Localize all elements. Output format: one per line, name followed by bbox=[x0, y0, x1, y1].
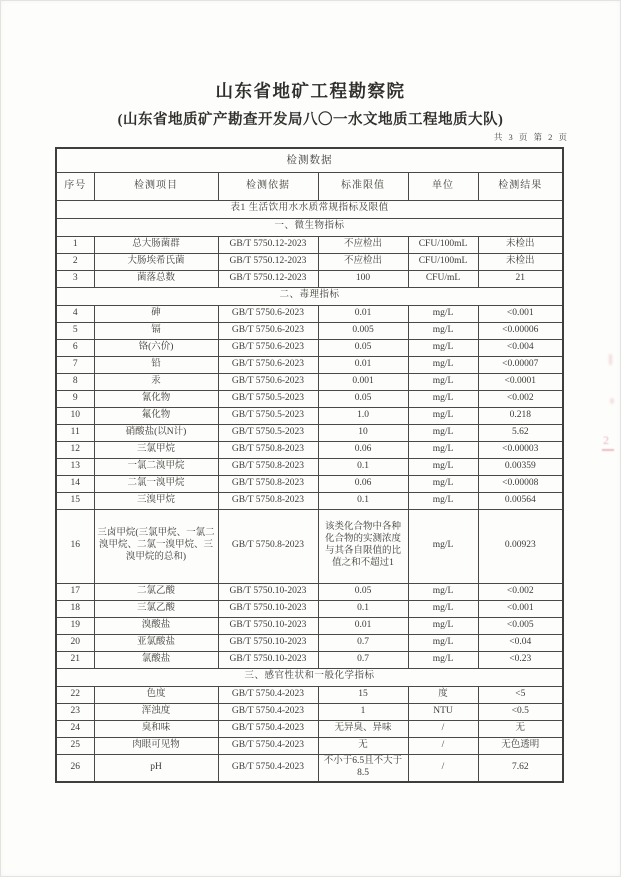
table-cell: mg/L bbox=[408, 651, 478, 668]
table-cell: 标准限值 bbox=[318, 172, 408, 200]
table-cell: mg/L bbox=[408, 617, 478, 634]
table-cell: 铬(六价) bbox=[94, 339, 218, 356]
table-cell: 26 bbox=[56, 754, 94, 782]
table-cell: 三溴甲烷 bbox=[94, 492, 218, 509]
table-cell: 10 bbox=[56, 407, 94, 424]
table-cell: 一氯二溴甲烷 bbox=[94, 458, 218, 475]
table-cell: <0.00003 bbox=[478, 441, 563, 458]
table-cell: 单位 bbox=[408, 172, 478, 200]
table-cell: 表1 生活饮用水水质常规指标及限值 bbox=[56, 200, 563, 218]
table-cell: 汞 bbox=[94, 373, 218, 390]
table-cell: / bbox=[408, 720, 478, 737]
table-cell: 3 bbox=[56, 270, 94, 287]
table-cell: GB/T 5750.10-2023 bbox=[218, 583, 318, 600]
table-cell: 0.05 bbox=[318, 339, 408, 356]
table-cell: <0.002 bbox=[478, 390, 563, 407]
table-cell: GB/T 5750.6-2023 bbox=[218, 356, 318, 373]
table-cell: mg/L bbox=[408, 322, 478, 339]
table-cell: 0.005 bbox=[318, 322, 408, 339]
table-cell: 浑浊度 bbox=[94, 703, 218, 720]
table-row bbox=[56, 373, 563, 390]
org-subtitle: (山东省地质矿产勘查开发局八〇一水文地质工程地质大队) bbox=[117, 112, 504, 128]
table-cell: 臭和味 bbox=[94, 720, 218, 737]
table-cell: 0.218 bbox=[478, 407, 563, 424]
table-cell: 0.7 bbox=[318, 651, 408, 668]
table-cell: 0.05 bbox=[318, 583, 408, 600]
pink-mark-dot bbox=[610, 398, 614, 404]
table-row bbox=[56, 253, 563, 270]
table-cell: 18 bbox=[56, 600, 94, 617]
table-cell: 二氯乙酸 bbox=[94, 583, 218, 600]
table-cell: 不小于6.5且不大于8.5 bbox=[318, 754, 408, 782]
table-cell: <0.00007 bbox=[478, 356, 563, 373]
table-cell: 一、微生物指标 bbox=[56, 218, 563, 236]
table-cell: 0.01 bbox=[318, 617, 408, 634]
table-cell: GB/T 5750.6-2023 bbox=[218, 305, 318, 322]
table-cell: 未检出 bbox=[478, 236, 563, 253]
table-cell: 二、毒理指标 bbox=[56, 287, 563, 305]
table-cell: 未检出 bbox=[478, 253, 563, 270]
table-cell: GB/T 5750.12-2023 bbox=[218, 253, 318, 270]
table-cell: / bbox=[408, 737, 478, 754]
table-cell: GB/T 5750.8-2023 bbox=[218, 509, 318, 583]
table-cell: GB/T 5750.4-2023 bbox=[218, 703, 318, 720]
table-row bbox=[56, 617, 563, 634]
table-cell: 不应检出 bbox=[318, 253, 408, 270]
table-cell: 8 bbox=[56, 373, 94, 390]
table-row bbox=[56, 686, 563, 703]
table-cell: 二氯一溴甲烷 bbox=[94, 475, 218, 492]
table-cell: GB/T 5750.6-2023 bbox=[218, 339, 318, 356]
table-cell: 1.0 bbox=[318, 407, 408, 424]
table-cell: 24 bbox=[56, 720, 94, 737]
table-cell: 0.001 bbox=[318, 373, 408, 390]
table-cell: mg/L bbox=[408, 492, 478, 509]
table-cell: mg/L bbox=[408, 441, 478, 458]
table-cell: 0.00923 bbox=[478, 509, 563, 583]
table-cell: 100 bbox=[318, 270, 408, 287]
table-row bbox=[56, 651, 563, 668]
table-cell: 10 bbox=[318, 424, 408, 441]
table-cell: 5.62 bbox=[478, 424, 563, 441]
table-row bbox=[56, 509, 563, 583]
table-cell: 氟化物 bbox=[94, 407, 218, 424]
table-cell: GB/T 5750.10-2023 bbox=[218, 634, 318, 651]
table-cell: 2 bbox=[56, 253, 94, 270]
table-cell: mg/L bbox=[408, 373, 478, 390]
table-cell: 无异臭、异味 bbox=[318, 720, 408, 737]
table-cell: GB/T 5750.4-2023 bbox=[218, 720, 318, 737]
table-row bbox=[56, 441, 563, 458]
table-cell: 7 bbox=[56, 356, 94, 373]
table-cell: 硝酸盐(以N计) bbox=[94, 424, 218, 441]
table-cell: 大肠埃希氏菌 bbox=[94, 253, 218, 270]
table-row bbox=[56, 356, 563, 373]
table-cell: GB/T 5750.10-2023 bbox=[218, 617, 318, 634]
table-row bbox=[56, 407, 563, 424]
table-cell: <0.001 bbox=[478, 305, 563, 322]
table-row bbox=[56, 475, 563, 492]
table-cell: pH bbox=[94, 754, 218, 782]
table-cell: 氰化物 bbox=[94, 390, 218, 407]
table-cell: 0.01 bbox=[318, 356, 408, 373]
table-cell: 13 bbox=[56, 458, 94, 475]
table-cell: 无色透明 bbox=[478, 737, 563, 754]
table-cell: 0.1 bbox=[318, 600, 408, 617]
table-cell: GB/T 5750.12-2023 bbox=[218, 236, 318, 253]
table-cell: GB/T 5750.6-2023 bbox=[218, 322, 318, 339]
table-cell: CFU/100mL bbox=[408, 253, 478, 270]
table-cell: 无 bbox=[318, 737, 408, 754]
table-cell: mg/L bbox=[408, 634, 478, 651]
table-cell: 15 bbox=[56, 492, 94, 509]
table-cell: 17 bbox=[56, 583, 94, 600]
table-cell: 20 bbox=[56, 634, 94, 651]
table-row bbox=[56, 600, 563, 617]
table-cell: 16 bbox=[56, 509, 94, 583]
table-cell: 不应检出 bbox=[318, 236, 408, 253]
table-cell: mg/L bbox=[408, 356, 478, 373]
table-row bbox=[56, 634, 563, 651]
table-cell: mg/L bbox=[408, 458, 478, 475]
table-cell: GB/T 5750.10-2023 bbox=[218, 600, 318, 617]
table-row bbox=[56, 236, 563, 253]
table-cell: <0.004 bbox=[478, 339, 563, 356]
table-cell: GB/T 5750.10-2023 bbox=[218, 651, 318, 668]
table-cell: <5 bbox=[478, 686, 563, 703]
table-cell: 19 bbox=[56, 617, 94, 634]
table-cell: 15 bbox=[318, 686, 408, 703]
table-subcaption-row bbox=[56, 200, 563, 218]
table-cell: mg/L bbox=[408, 600, 478, 617]
table-cell: 23 bbox=[56, 703, 94, 720]
table-row bbox=[56, 305, 563, 322]
table-cell: 12 bbox=[56, 441, 94, 458]
table-cell: 菌落总数 bbox=[94, 270, 218, 287]
table-cell: 0.00564 bbox=[478, 492, 563, 509]
table-cell: 9 bbox=[56, 390, 94, 407]
table-cell: mg/L bbox=[408, 305, 478, 322]
table-cell: 溴酸盐 bbox=[94, 617, 218, 634]
table-cell: GB/T 5750.8-2023 bbox=[218, 441, 318, 458]
table-row bbox=[56, 339, 563, 356]
table-cell: 三氯乙酸 bbox=[94, 600, 218, 617]
org-title: 山东省地矿工程勘察院 bbox=[215, 81, 406, 101]
pink-mark-dash bbox=[609, 354, 612, 365]
table-cell: GB/T 5750.4-2023 bbox=[218, 754, 318, 782]
table-cell: <0.04 bbox=[478, 634, 563, 651]
table-row bbox=[56, 720, 563, 737]
table-cell: 亚氯酸盐 bbox=[94, 634, 218, 651]
table-cell: / bbox=[408, 754, 478, 782]
table-cell: mg/L bbox=[408, 339, 478, 356]
table-cell: <0.005 bbox=[478, 617, 563, 634]
table-cell: 氯酸盐 bbox=[94, 651, 218, 668]
table-cell: <0.002 bbox=[478, 583, 563, 600]
table-cell: CFU/mL bbox=[408, 270, 478, 287]
table-cell: 5 bbox=[56, 322, 94, 339]
table-row bbox=[56, 390, 563, 407]
table-cell: <0.00006 bbox=[478, 322, 563, 339]
table-cell: 镉 bbox=[94, 322, 218, 339]
section-title-row bbox=[56, 668, 563, 686]
table-cell: 检测数据 bbox=[56, 148, 563, 172]
test-data-table-body bbox=[56, 148, 563, 782]
table-cell: GB/T 5750.8-2023 bbox=[218, 475, 318, 492]
table-cell: 0.01 bbox=[318, 305, 408, 322]
table-row bbox=[56, 583, 563, 600]
table-cell: GB/T 5750.8-2023 bbox=[218, 458, 318, 475]
table-cell: GB/T 5750.5-2023 bbox=[218, 407, 318, 424]
table-cell: 11 bbox=[56, 424, 94, 441]
table-row bbox=[56, 703, 563, 720]
table-row bbox=[56, 492, 563, 509]
table-cell: mg/L bbox=[408, 509, 478, 583]
table-cell: 色度 bbox=[94, 686, 218, 703]
table-cell: 0.05 bbox=[318, 390, 408, 407]
test-data-table bbox=[55, 147, 564, 783]
table-cell: GB/T 5750.5-2023 bbox=[218, 390, 318, 407]
table-cell: 三、感官性状和一般化学指标 bbox=[56, 668, 563, 686]
table-cell: 三卤甲烷(三氯甲烷、一氯二溴甲烷、二氯一溴甲烷、三溴甲烷的总和) bbox=[94, 509, 218, 583]
table-cell: 肉眼可见物 bbox=[94, 737, 218, 754]
table-row bbox=[56, 270, 563, 287]
table-cell: 1 bbox=[318, 703, 408, 720]
table-cell: 4 bbox=[56, 305, 94, 322]
table-caption-row bbox=[56, 148, 563, 172]
table-cell: GB/T 5750.12-2023 bbox=[218, 270, 318, 287]
table-cell: mg/L bbox=[408, 475, 478, 492]
table-row bbox=[56, 322, 563, 339]
table-cell: 0.06 bbox=[318, 441, 408, 458]
table-cell: 检测结果 bbox=[478, 172, 563, 200]
table-cell: 22 bbox=[56, 686, 94, 703]
table-cell: 0.1 bbox=[318, 458, 408, 475]
table-cell: 铅 bbox=[94, 356, 218, 373]
table-cell: mg/L bbox=[408, 390, 478, 407]
table-cell: <0.00008 bbox=[478, 475, 563, 492]
table-row bbox=[56, 424, 563, 441]
table-row bbox=[56, 737, 563, 754]
table-cell: 检测依据 bbox=[218, 172, 318, 200]
table-cell: CFU/100mL bbox=[408, 236, 478, 253]
table-header-row bbox=[56, 172, 563, 200]
table-row bbox=[56, 458, 563, 475]
table-cell: 序号 bbox=[56, 172, 94, 200]
table-cell: 25 bbox=[56, 737, 94, 754]
table-cell: mg/L bbox=[408, 407, 478, 424]
pink-mark-underline bbox=[602, 449, 614, 451]
table-cell: 0.7 bbox=[318, 634, 408, 651]
document-header bbox=[0, 78, 621, 129]
table-cell: 21 bbox=[478, 270, 563, 287]
table-cell: mg/L bbox=[408, 583, 478, 600]
table-cell: GB/T 5750.5-2023 bbox=[218, 424, 318, 441]
table-cell: 0.06 bbox=[318, 475, 408, 492]
table-cell: 0.1 bbox=[318, 492, 408, 509]
table-cell: 21 bbox=[56, 651, 94, 668]
table-cell: 该类化合物中各种化合物的实测浓度与其各自限值的比值之和不超过1 bbox=[318, 509, 408, 583]
table-cell: <0.5 bbox=[478, 703, 563, 720]
pink-mark-numeral: 2 bbox=[603, 433, 609, 447]
table-row bbox=[56, 754, 563, 782]
table-cell: <0.0001 bbox=[478, 373, 563, 390]
table-cell: 1 bbox=[56, 236, 94, 253]
table-cell: 总大肠菌群 bbox=[94, 236, 218, 253]
table-cell: 7.62 bbox=[478, 754, 563, 782]
page-number: 共 3 页 第 2 页 bbox=[493, 132, 569, 142]
table-cell: 6 bbox=[56, 339, 94, 356]
table-cell: GB/T 5750.6-2023 bbox=[218, 373, 318, 390]
table-cell: 检测项目 bbox=[94, 172, 218, 200]
table-cell: 0.00359 bbox=[478, 458, 563, 475]
table-cell: mg/L bbox=[408, 424, 478, 441]
section-title-row bbox=[56, 218, 563, 236]
table-cell: 砷 bbox=[94, 305, 218, 322]
table-cell: GB/T 5750.4-2023 bbox=[218, 686, 318, 703]
table-cell: GB/T 5750.4-2023 bbox=[218, 737, 318, 754]
table-cell: 无 bbox=[478, 720, 563, 737]
section-title-row bbox=[56, 287, 563, 305]
table-cell: 三氯甲烷 bbox=[94, 441, 218, 458]
table-cell: <0.001 bbox=[478, 600, 563, 617]
table-cell: NTU bbox=[408, 703, 478, 720]
table-cell: GB/T 5750.8-2023 bbox=[218, 492, 318, 509]
table-cell: 度 bbox=[408, 686, 478, 703]
table-cell: <0.23 bbox=[478, 651, 563, 668]
table-cell: 14 bbox=[56, 475, 94, 492]
